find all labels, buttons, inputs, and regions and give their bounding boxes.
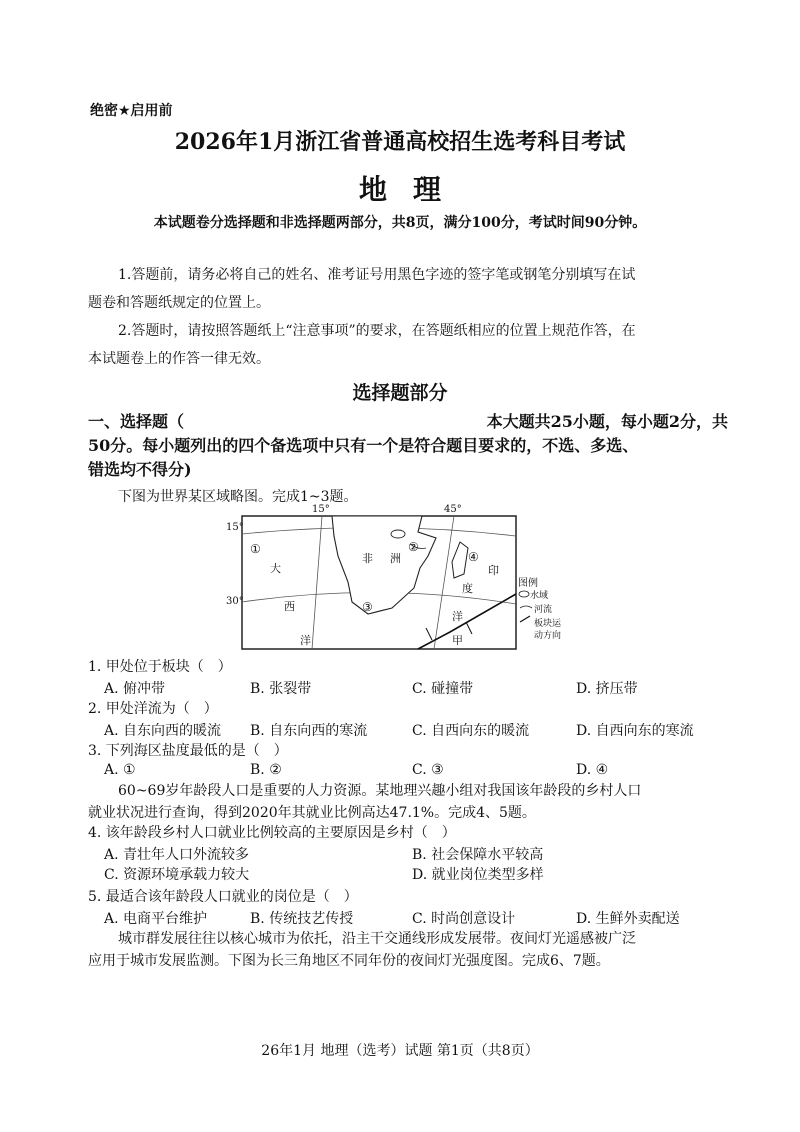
lon-label: 15° xyxy=(312,504,330,515)
sea-marker: ① xyxy=(250,542,261,556)
option[interactable]: A. 自东向西的暖流 xyxy=(104,723,222,739)
option[interactable]: D. 自西向东的寒流 xyxy=(576,723,694,739)
option[interactable]: C. ③ xyxy=(412,762,444,778)
option[interactable]: A. 电商平台维护 xyxy=(104,911,208,927)
map-place: 印 xyxy=(488,564,499,577)
lat-label: 30° xyxy=(226,596,244,607)
option[interactable]: B. 传统技艺传授 xyxy=(250,911,354,927)
section-title: 选择题部分 xyxy=(352,382,448,404)
option[interactable]: C. 时尚创意设计 xyxy=(412,911,516,927)
option[interactable]: B. 自东向西的寒流 xyxy=(250,723,368,739)
sea-marker: ③ xyxy=(362,600,373,614)
map-place: 非 xyxy=(362,552,373,565)
sea-marker: ② xyxy=(408,540,419,554)
legend-item: 动方向 xyxy=(534,631,562,641)
note-line: 题卷和答题纸规定的位置上。 xyxy=(88,295,270,311)
question-stem: 2. 甲处洋流为（ ） xyxy=(88,701,218,717)
option[interactable]: D. 生鲜外卖配送 xyxy=(576,911,680,927)
question-stem: 5. 最适合该年龄段人口就业的岗位是（ ） xyxy=(88,889,358,905)
note-line: 本试题卷上的作答一律无效。 xyxy=(88,351,270,367)
option[interactable]: C. 碰撞带 xyxy=(412,681,474,697)
map-place: 西 xyxy=(284,600,295,613)
lat-label: 15° xyxy=(226,522,244,533)
option[interactable]: D. 挤压带 xyxy=(576,681,638,697)
part-one-head-right: 本大题共25小题，每小题2分，共 xyxy=(486,412,728,431)
option[interactable]: A. 青壮年人口外流较多 xyxy=(104,847,250,863)
option[interactable]: C. 自西向东的暖流 xyxy=(412,723,530,739)
question-stem: 3. 下列海区盐度最低的是（ ） xyxy=(88,743,288,759)
option[interactable]: D. ④ xyxy=(576,762,609,778)
intro-3-line: 应用于城市发展监测。下图为长三角地区不同年份的夜间灯光强度图。完成6、7题。 xyxy=(88,953,610,969)
exam-title: 2026年1月浙江省普通高校招生选考科目考试 xyxy=(174,129,626,155)
confidential-label: 绝密★启用前 xyxy=(90,103,173,119)
sea-marker: ④ xyxy=(468,550,479,564)
lon-label: 45° xyxy=(444,504,462,515)
intro-2-line: 就业状况进行查询，得到2020年其就业比例高达47.1%。完成4、5题。 xyxy=(88,805,536,821)
question-stem: 4. 该年龄段乡村人口就业比例较高的主要原因是乡村（ ） xyxy=(88,825,456,841)
map-place: 度 xyxy=(462,582,473,595)
map-place: 洋 xyxy=(300,634,311,647)
intro-3-line: 城市群发展往往以核心城市为依托，沿主干交通线形成发展带。夜间灯光遥感被广泛 xyxy=(118,931,636,947)
part-one-head-line3: 错选均不得分) xyxy=(88,460,192,479)
intro-1: 下图为世界某区域略图。完成1~3题。 xyxy=(118,489,358,505)
part-one-head-left: 一、选择题（ xyxy=(88,412,185,431)
legend-item: 水域 xyxy=(530,591,549,601)
intro-2-line: 60~69岁年龄段人口是重要的人力资源。某地理兴趣小组对我国该年龄段的乡村人口 xyxy=(118,783,642,799)
lake-symbol xyxy=(391,530,405,538)
map-place: 洋 xyxy=(452,610,463,623)
legend-title: 图例 xyxy=(518,578,538,589)
option[interactable]: B. ② xyxy=(250,762,282,778)
legend-item: 板块运 xyxy=(534,619,562,629)
map-place: 甲 xyxy=(452,634,463,647)
subject-title: 地理 xyxy=(358,173,467,206)
note-line: 2.答题时，请按照答题纸上“注意事项”的要求，在答题纸相应的位置上规范作答，在 xyxy=(118,323,636,339)
part-one-heading xyxy=(88,410,728,482)
option[interactable]: A. 俯冲带 xyxy=(104,681,166,697)
option[interactable]: A. ① xyxy=(104,762,136,778)
map-place: 洲 xyxy=(390,552,401,565)
question-stem: 1. 甲处位于板块（ ） xyxy=(88,659,232,675)
note-line: 1.答题前，请务必将自己的姓名、准考证号用黑色字迹的签字笔或钢笔分别填写在试 xyxy=(118,267,636,283)
page-footer: 26年1月 地理（选考）试题 第1页（共8页） xyxy=(261,1043,539,1059)
region-map xyxy=(222,504,562,654)
option[interactable]: B. 张裂带 xyxy=(250,681,312,697)
map-place: 大 xyxy=(270,562,281,575)
legend-item: 河流 xyxy=(534,605,553,615)
option[interactable]: B. 社会保障水平较高 xyxy=(412,847,544,863)
part-one-head-line2: 50分。每小题列出的四个备选项中只有一个是符合题目要求的，不选、多选、 xyxy=(88,436,639,455)
option[interactable]: C. 资源环境承载力较大 xyxy=(104,867,250,883)
option[interactable]: D. 就业岗位类型多样 xyxy=(412,867,544,883)
exam-description: 本试题卷分选择题和非选择题两部分，共8页，满分100分，考试时间90分钟。 xyxy=(153,215,647,231)
